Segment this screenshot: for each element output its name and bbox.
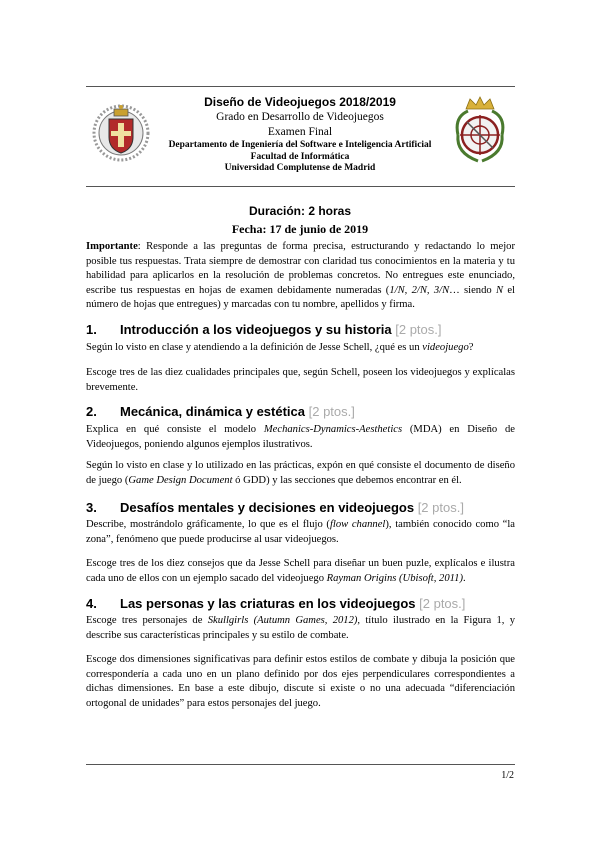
question-text: Escoge tres de las diez cualidades principales que, según Schell, poseen los videojuegos y explícalas brevemente. [86, 367, 515, 393]
section-points: [2 ptos.] [395, 322, 442, 337]
section-number: 2. [86, 404, 97, 419]
section-number: 1. [86, 322, 97, 337]
question-emphasis: Skullgirls (Autumn Games, 2012) [207, 615, 358, 626]
question-text-part: Describe, mostrándolo gráficamente, lo que es el flujo ( [86, 519, 330, 530]
question-emphasis: videojuego [422, 342, 469, 353]
exam-name: Examen Final [267, 126, 333, 138]
section-points: [2 ptos.] [417, 500, 464, 515]
question-text [86, 614, 515, 643]
section-number: 3. [86, 500, 97, 515]
section-title: Las personas y las criaturas en los videojuegos [120, 596, 416, 611]
section-title: Desafíos mentales y decisiones en videojuegos [120, 500, 415, 515]
course-title: Diseño de Videojuegos 2018/2019 [204, 95, 396, 109]
sheet-count-symbol: N [495, 284, 504, 296]
instructions-paragraph [86, 240, 515, 313]
question-text: Escoge dos dimensiones significativas para definir estos estilos de combate y dibuja la posición que correspondería a cada uno en un plano definido por dos ejes perpendiculares correspondientes a dichas dimensiones. En base a este dibujo, discute si existe o no una adecuada “diferenciación ortogonal de unidades” para estos personajes del juego. [86, 654, 515, 709]
question-text-part: Según lo visto en clase y atendiendo a la definición de Jesse Schell, ¿qué es un [86, 342, 423, 353]
question-text-part: Escoge tres de los diez consejos que da Jesse Schell para diseñar un buen puzle, explícalos e ilustra cada uno de ellos con un ejemplo sacado del videojuego [86, 558, 515, 584]
instructions-text: : Responde a las preguntas de forma precisa, estructurando y redactando lo mejor posible tus respuestas. Trata siempre de demostrar con claridad tus conocimientos en la materia y tu habilidad para aplicarlos en la resolución de problemas concretos. No entregues este enunciado, escribe tus respuestas en hojas de examen debidamente numeradas ( [86, 241, 515, 296]
section-title: Mecánica, dinámica y estética [120, 404, 305, 419]
section-points: [2 ptos.] [419, 596, 466, 611]
section-number: 4. [86, 596, 97, 611]
sheet-numbering: 1/N, 2/N, 3/N [389, 284, 450, 296]
question-text [86, 459, 515, 488]
question-text-part: , título ilustrado en la Figura 1, y describe sus características principales y su estilo de combate. [86, 615, 515, 641]
university-name: Universidad Complutense de Madrid [224, 163, 376, 173]
question-text [86, 518, 515, 547]
question-text [86, 557, 515, 586]
section-heading [86, 404, 515, 420]
section-title: Introducción a los videojuegos y su historia [120, 322, 392, 337]
question-text-part: Escoge tres personajes de [86, 615, 208, 626]
question-emphasis: Game Design Document [128, 474, 233, 486]
section-heading [86, 322, 515, 338]
question-text-part: (MDA) en Diseño de Videojuegos, poniendo algunos ejemplos ilustrativos. [86, 424, 515, 450]
question-emphasis: Mechanics-Dynamics-Aesthetics [263, 424, 403, 435]
department-name: Departamento de Ingeniería del Software e Inteligencia Artificial [168, 140, 432, 150]
question-text-part: Explica en qué consiste el modelo [86, 424, 264, 435]
top-rule [86, 86, 515, 87]
instructions-text-3: el número de hojas que entregues) y marcadas con tu nombre, apellidos y firma. [86, 284, 515, 310]
important-label: Importante [86, 241, 138, 252]
question-text-part: ? [468, 342, 474, 353]
question-text-part: Según lo visto en clase y lo utilizado en las prácticas, expón en qué consiste el documento de diseño de juego ( [86, 460, 515, 486]
header-bottom-rule [86, 186, 515, 187]
degree-name: Grado en Desarrollo de Videojuegos [216, 111, 384, 123]
footer-rule [86, 764, 515, 765]
question-emphasis: flow channel [329, 519, 386, 530]
section-heading [86, 500, 515, 516]
question-emphasis: Rayman Origins (Ubisoft, 2011) [326, 572, 463, 584]
exam-duration: Duración: 2 horas [248, 204, 352, 218]
section-heading [86, 596, 515, 612]
faculty-name: Facultad de Informática [250, 151, 350, 162]
question-text [86, 341, 515, 356]
question-text [86, 423, 515, 452]
question-text-part: . [462, 572, 466, 584]
section-points: [2 ptos.] [308, 404, 355, 419]
instructions-text-2: … siendo [449, 284, 496, 296]
exam-header [160, 94, 440, 175]
page-number: 1/2 [501, 770, 514, 781]
question-text-part: ), también conocido como “la zona”, fenómeno que puede producirse al usar videojuegos. [86, 519, 515, 545]
faculty-emblem-logo [448, 95, 512, 167]
exam-date: Fecha: 17 de junio de 2019 [231, 222, 369, 236]
question-text-part: ó GDD) y las secciones que debemos encontrar en él. [232, 474, 462, 486]
university-crest-logo [92, 95, 150, 171]
